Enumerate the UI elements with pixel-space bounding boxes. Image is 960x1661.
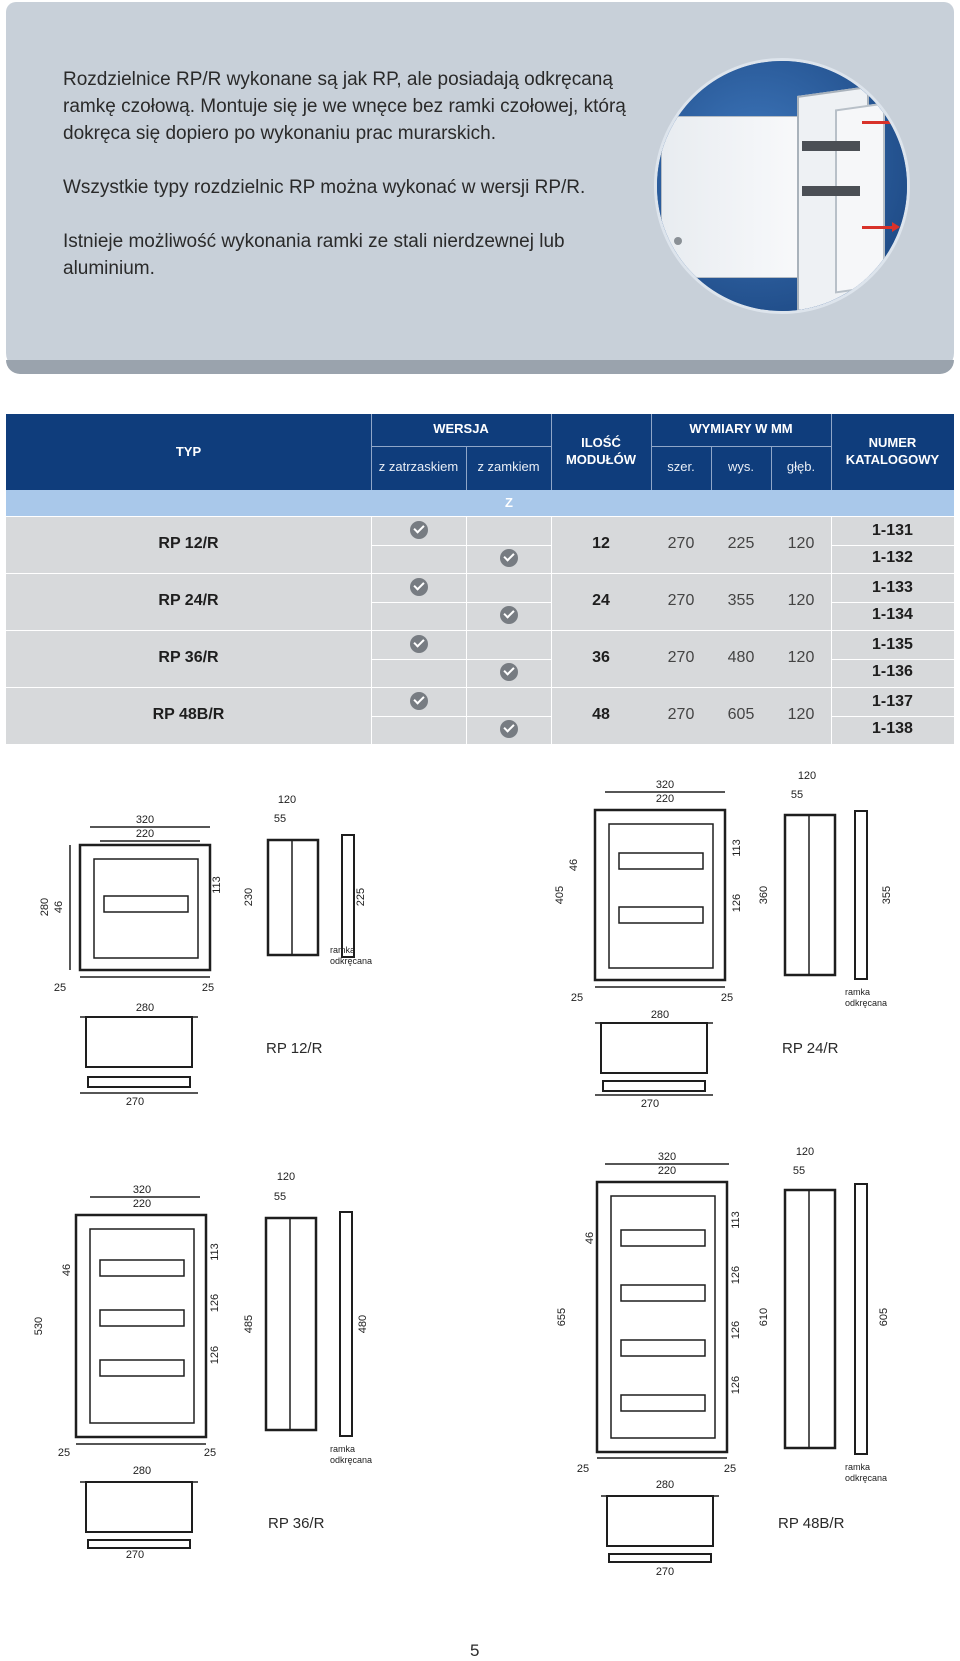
cell-gleb: 120	[787, 535, 815, 552]
table-row	[6, 630, 954, 687]
cell-nr-zatrzask: 1-137	[872, 693, 913, 710]
header-wersja: WERSJA	[433, 421, 489, 436]
dim-220: 220	[655, 793, 675, 805]
dim-h-inner: 230	[243, 887, 255, 907]
dim-25: 25	[57, 1447, 71, 1459]
drawing-rp24	[545, 755, 945, 1110]
dim-h-outer: 655	[556, 1307, 568, 1327]
din-rail	[802, 141, 860, 151]
cell-nr-zamek: 1-134	[872, 606, 913, 623]
drawing-rp48	[545, 1140, 945, 1580]
intro-panel-shadow	[6, 360, 954, 374]
dim-120: 120	[797, 770, 817, 782]
dim-120: 120	[276, 1171, 296, 1183]
check-circle-icon	[410, 692, 428, 710]
check-circle-icon	[500, 549, 518, 567]
dim-h-frame: 225	[355, 887, 367, 907]
label-odkrecana: odkręcana	[845, 998, 888, 1008]
dim-120: 120	[795, 1146, 815, 1158]
header-numer: NUMER	[868, 435, 917, 450]
table-row	[6, 573, 954, 630]
label-ramka: ramka	[330, 945, 356, 955]
header-katalogowy: KATALOGOWY	[845, 452, 940, 467]
dim-25: 25	[570, 992, 584, 1004]
din-rail	[802, 186, 860, 196]
header-z-zamkiem: z zamkiem	[477, 459, 540, 474]
label-odkrecana: odkręcana	[845, 1473, 888, 1483]
dim-126: 126	[731, 893, 743, 913]
drawing-rp36	[30, 1160, 450, 1560]
page-number: 5	[470, 1641, 480, 1660]
dim-220: 220	[657, 1165, 677, 1177]
dim-270: 270	[125, 1096, 145, 1108]
intro-text	[63, 66, 633, 309]
dim-126: 126	[209, 1345, 221, 1365]
dim-h-inner: 485	[243, 1314, 255, 1334]
dim-25: 25	[576, 1463, 590, 1475]
cell-typ: RP 36/R	[158, 649, 219, 666]
label-ramka: ramka	[330, 1444, 356, 1454]
dim-h-inner: 360	[758, 885, 770, 905]
dim-55: 55	[790, 789, 804, 801]
red-arrow-icon	[862, 121, 894, 124]
dim-46: 46	[53, 900, 65, 914]
header-modulow: MODUŁÓW	[565, 452, 637, 467]
check-circle-icon	[410, 521, 428, 539]
check-circle-icon	[500, 720, 518, 738]
cell-nr-zamek: 1-132	[872, 549, 913, 566]
dim-280: 280	[135, 1002, 155, 1014]
dim-25: 25	[723, 1463, 737, 1475]
dim-120: 120	[277, 794, 297, 806]
dim-55: 55	[273, 1191, 287, 1203]
dim-113: 113	[211, 876, 223, 894]
dim-270: 270	[125, 1549, 145, 1560]
dim-320: 320	[657, 1151, 677, 1163]
dim-280: 280	[132, 1465, 152, 1477]
cell-szer: 270	[667, 706, 695, 723]
cell-moduly: 48	[592, 706, 610, 723]
table-row	[6, 687, 954, 744]
header-ilosc: ILOŚĆ	[581, 435, 621, 450]
dim-280: 280	[650, 1009, 670, 1021]
door-knob	[674, 237, 682, 245]
cell-nr-zamek: 1-138	[872, 720, 913, 737]
cell-typ: RP 12/R	[158, 535, 219, 552]
drawing-rp12	[30, 775, 450, 1115]
label-odkrecana: odkręcana	[330, 956, 373, 966]
header-z-zatrzaskiem: z zatrzaskiem	[378, 459, 459, 474]
check-circle-icon	[500, 606, 518, 624]
dim-126: 126	[730, 1375, 742, 1395]
header-typ: TYP	[175, 444, 202, 459]
dim-320: 320	[135, 814, 155, 826]
z-marker-bar	[6, 490, 954, 516]
dim-h-inner: 610	[758, 1307, 770, 1327]
intro-paragraph-1: Rozdzielnice RP/R wykonane są jak RP, ale posiadają odkręcaną ramkę czołową. Montuje się je we wnęce bez ramki czołowej, którą dokręca się dopiero po wykonaniu prac murarskich.	[63, 69, 626, 144]
red-arrow-icon	[862, 226, 894, 229]
dim-25: 25	[201, 982, 215, 994]
header-szer: szer.	[667, 459, 695, 474]
door-panel	[661, 116, 801, 278]
label-odkrecana: odkręcana	[330, 1455, 373, 1465]
dim-h-outer: 530	[33, 1316, 45, 1336]
cell-szer: 270	[667, 535, 695, 552]
dim-220: 220	[132, 1198, 152, 1210]
header-wymiary: WYMIARY W MM	[689, 421, 793, 436]
label-ramka: ramka	[845, 987, 871, 997]
front-frame	[835, 102, 885, 293]
dim-46: 46	[568, 858, 580, 872]
dim-113: 113	[209, 1243, 221, 1261]
cell-nr-zatrzask: 1-131	[872, 522, 913, 539]
cell-wys: 225	[727, 535, 755, 552]
dim-46: 46	[584, 1231, 596, 1245]
cell-nr-zamek: 1-136	[872, 663, 913, 680]
check-circle-icon	[410, 635, 428, 653]
table-header	[6, 414, 954, 490]
dim-25: 25	[203, 1447, 217, 1459]
dim-126: 126	[730, 1265, 742, 1285]
dim-280: 280	[655, 1479, 675, 1491]
caption-rp24: RP 24/R	[782, 1040, 839, 1057]
cell-moduly: 36	[592, 649, 610, 666]
cell-szer: 270	[667, 649, 695, 666]
dim-220: 220	[135, 828, 155, 840]
label-ramka: ramka	[845, 1462, 871, 1472]
header-gleb: głęb.	[786, 459, 816, 474]
cell-wys: 355	[727, 592, 755, 609]
cell-nr-zatrzask: 1-133	[872, 579, 913, 596]
table-row	[6, 516, 954, 573]
dim-113: 113	[731, 839, 743, 857]
cell-gleb: 120	[787, 592, 815, 609]
cell-gleb: 120	[787, 706, 815, 723]
cell-moduly: 12	[592, 535, 610, 552]
cell-typ: RP 24/R	[158, 592, 219, 609]
dim-46: 46	[61, 1263, 73, 1277]
dim-55: 55	[792, 1165, 806, 1177]
catalog-table	[6, 414, 954, 744]
check-circle-icon	[410, 578, 428, 596]
check-circle-icon	[500, 663, 518, 681]
dim-270: 270	[640, 1098, 660, 1110]
cell-typ: RP 48B/R	[152, 706, 225, 723]
dim-h-outer: 280	[39, 897, 51, 917]
dim-320: 320	[655, 779, 675, 791]
cell-szer: 270	[667, 592, 695, 609]
caption-rp36: RP 36/R	[268, 1515, 325, 1532]
dim-320: 320	[132, 1184, 152, 1196]
dim-270: 270	[655, 1566, 675, 1578]
intro-paragraph-3: Istnieje możliwość wykonania ramki ze stali nierdzewnej lub aluminium.	[63, 231, 565, 279]
header-wys: wys.	[728, 459, 754, 474]
z-marker: Z	[505, 495, 513, 510]
dim-55: 55	[273, 813, 287, 825]
cell-wys: 480	[727, 649, 755, 666]
dim-126: 126	[730, 1320, 742, 1340]
cell-wys: 605	[727, 706, 755, 723]
dim-h-frame: 355	[881, 885, 893, 905]
product-photo	[654, 58, 910, 314]
dim-25: 25	[720, 992, 734, 1004]
cell-moduly: 24	[592, 592, 610, 609]
intro-paragraph-2: Wszystkie typy rozdzielnic RP można wykonać w wersji RP/R.	[63, 177, 586, 198]
dim-h-frame: 480	[357, 1314, 369, 1334]
dim-25: 25	[53, 982, 67, 994]
dim-126: 126	[209, 1293, 221, 1313]
cell-gleb: 120	[787, 649, 815, 666]
cell-nr-zatrzask: 1-135	[872, 636, 913, 653]
caption-rp12: RP 12/R	[266, 1040, 323, 1057]
dim-113: 113	[730, 1211, 742, 1229]
dim-h-outer: 405	[554, 885, 566, 905]
dim-h-frame: 605	[878, 1307, 890, 1327]
caption-rp48: RP 48B/R	[778, 1515, 845, 1532]
